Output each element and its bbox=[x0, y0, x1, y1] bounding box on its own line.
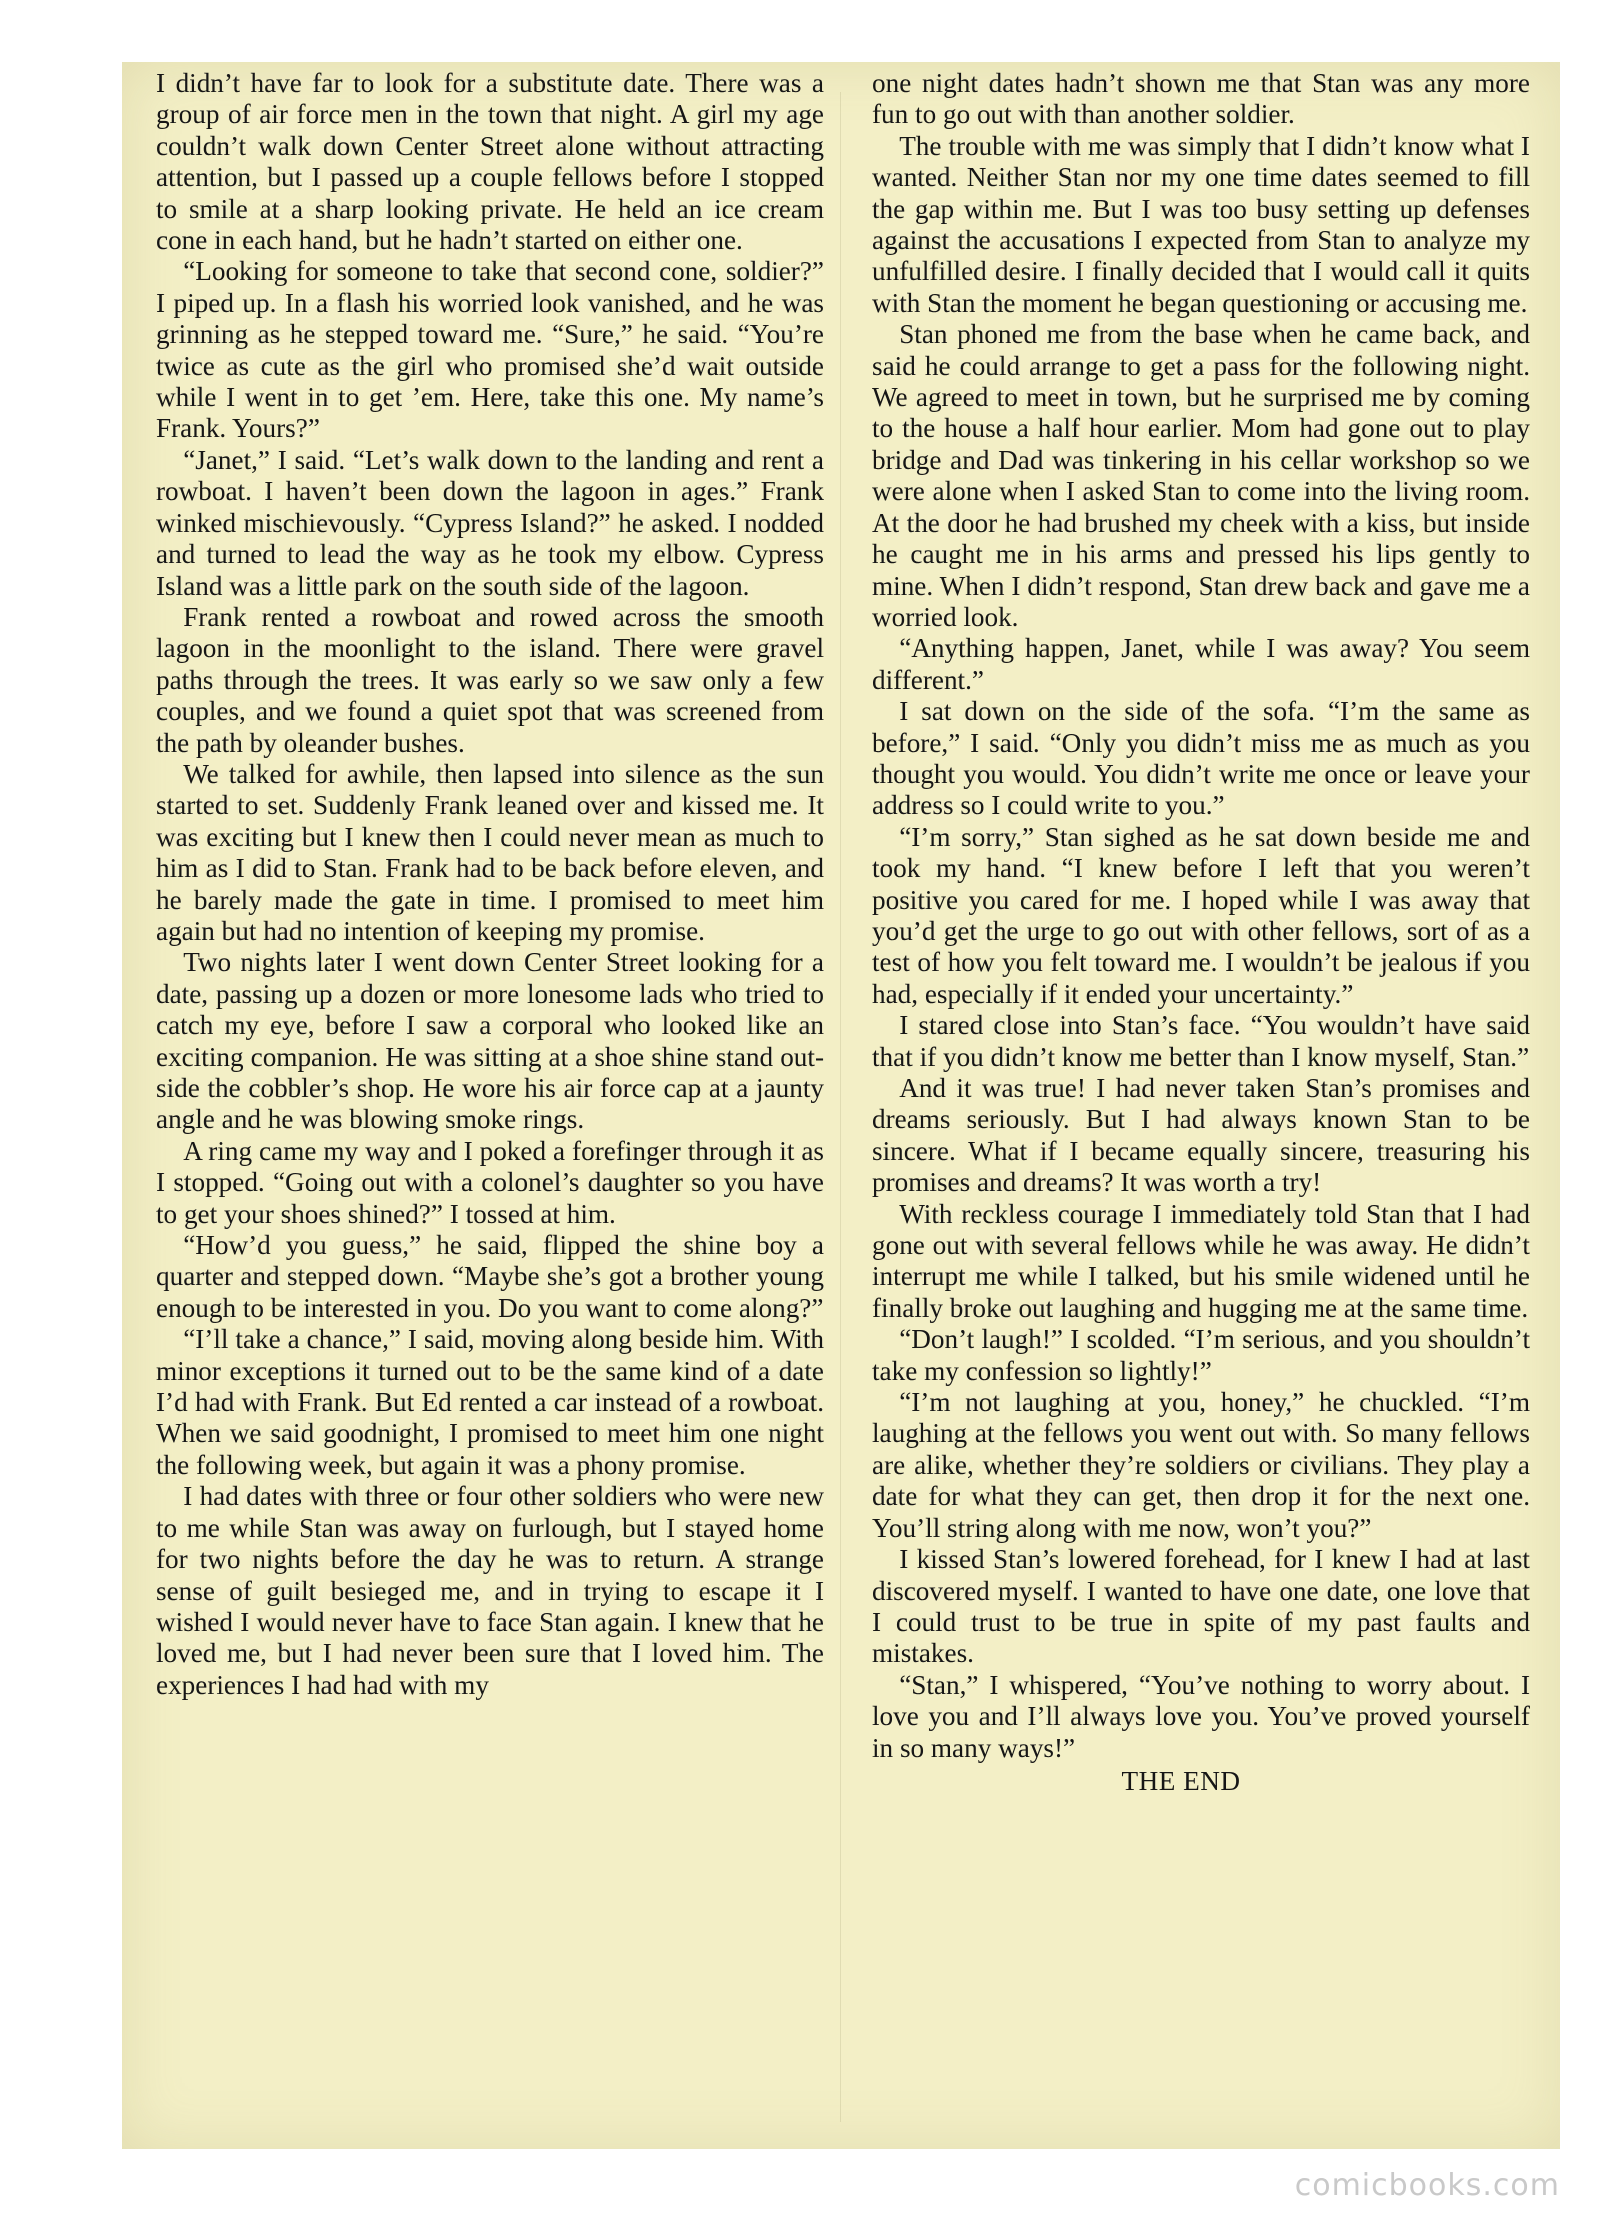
site-watermark: comicbooks.com bbox=[1294, 2168, 1560, 2203]
paragraph: one night dates hadn’t shown me that Stan was any more fun to go out with than another soldier. bbox=[872, 68, 1530, 130]
paragraph: We talked for awhile, then lapsed into silence as the sun started to set. Suddenly Frank leaned over and kissed me. It was exciting but I knew then I could never mean as much to him as I did to Stan. Frank had to be back before eleven, and he barely made the gate in time. I promised to meet him again but had no intention of keeping my promise. bbox=[156, 758, 824, 946]
paragraph: With reckless courage I immediately told Stan that I had gone out with several fellows while he was away. He didn’t interrupt me while I talked, but his smile widened until he finally broke out laughing and hugging me at the same time. bbox=[872, 1198, 1530, 1323]
paragraph: “Looking for someone to take that second cone, soldier?” I piped up. In a flash his worried look vanished, and he was grinning as he stepped toward me. “Sure,” he said. “You’re twice as cute as the girl who promised she’d wait outside while I went in to get ’em. Here, take this one. My name’s Frank. Yours?” bbox=[156, 256, 824, 444]
paragraph: “I’ll take a chance,” I said, moving along beside him. With minor exceptions it turned out to be the same kind of a date I’d had with Frank. But Ed rented a car instead of a rowboat. When we said goodnight, I promised to meet him one night the following week, but again it was a phony promise. bbox=[156, 1324, 824, 1480]
paragraph: “I’m sorry,” Stan sighed as he sat down beside me and took my hand. “I knew before I left that you weren’t positive you cared for me. I hoped while I was away that you’d get the urge to go out with other fellows, sort of as a test of how you felt toward me. I wouldn’t be jealous if you had, especially if it ended your uncertainty.” bbox=[872, 821, 1530, 1009]
paragraph: Two nights later I went down Center Street looking for a date, passing up a dozen or more lonesome lads who tried to catch my eye, before I saw a corporal who looked like an exciting companion. He was sitting at a shoe shine stand outside the cobbler’s shop. He wore his air force cap at a jaunty angle and he was blowing smoke rings. bbox=[156, 947, 824, 1135]
paragraph: “I’m not laughing at you, honey,” he chuckled. “I’m laughing at the fellows you went out with. So many fellows are alike, whether they’re soldiers or civilians. They play a date for what they can get, then drop it for the next one. You’ll string along with me now, won’t you?” bbox=[872, 1387, 1530, 1543]
paragraph: And it was true! I had never taken Stan’s promises and dreams seriously. But I had always known Stan to be sincere. What if I became equally sincere, treasuring his promises and dreams? It was worth a try! bbox=[872, 1073, 1530, 1198]
paragraph: “Anything happen, Janet, while I was away? You seem different.” bbox=[872, 633, 1530, 695]
paragraph: I kissed Stan’s lowered forehead, for I knew I had at last discovered myself. I wanted to have one date, one love that I could trust to be true in spite of my past faults and mistakes. bbox=[872, 1544, 1530, 1669]
paragraph: I didn’t have far to look for a substitute date. There was a group of air force men in the town that night. A girl my age couldn’t walk down Center Street alone without attracting attention, but I passed up a couple fellows before I stopped to smile at a sharp looking private. He held an ice cream cone in each hand, but he hadn’t started on either one. bbox=[156, 68, 824, 256]
the-end-label: THE END bbox=[1121, 1765, 1241, 1796]
story-page bbox=[122, 62, 1560, 2149]
paragraph: “How’d you guess,” he said, flipped the shine boy a quarter and stepped down. “Maybe she’s got a brother young enough to be interested in you. Do you want to come along?” bbox=[156, 1230, 824, 1323]
paragraph: “Stan,” I whispered, “You’ve nothing to worry about. I love you and I’ll always love you. You’ve proved yourself in so many ways!” bbox=[872, 1669, 1530, 1763]
paragraph: Frank rented a rowboat and rowed across the smooth lagoon in the moonlight to the island. There were gravel paths through the trees. It was early so we saw only a few couples, and we found a quiet spot that was screened from the path by oleander bushes. bbox=[156, 601, 824, 758]
column-divider bbox=[840, 92, 841, 2122]
left-column bbox=[156, 68, 824, 1701]
paragraph: I stared close into Stan’s face. “You wouldn’t have said that if you didn’t know me better than I know myself, Stan.” bbox=[872, 1010, 1530, 1072]
right-column bbox=[872, 68, 1530, 1797]
paragraph: The trouble with me was simply that I didn’t know what I wanted. Neither Stan nor my one time dates seemed to fill the gap within me. But I was too busy setting up defenses against the accusations I expected from Stan to analyze my unfulfilled desire. I finally decided that I would call it quits with Stan the moment he began questioning or accusing me. bbox=[872, 130, 1530, 318]
paragraph: “Janet,” I said. “Let’s walk down to the landing and rent a rowboat. I haven’t been down the lagoon in ages.” Frank winked mischievously. “Cypress Island?” he asked. I nodded and turned to lead the way as he took my elbow. Cypress Island was a little park on the south side of the lagoon. bbox=[156, 444, 824, 601]
paragraph: A ring came my way and I poked a forefinger through it as I stopped. “Going out with a colonel’s daughter so you have to get your shoes shined?” I tossed at him. bbox=[156, 1135, 824, 1229]
paragraph: I had dates with three or four other soldiers who were new to me while Stan was away on furlough, but I stayed home for two nights before the day he was to return. A strange sense of guilt besieged me, and in trying to escape it I wished I would never have to face Stan again. I knew that he loved me, but I had never been sure that I loved him. The experiences I had had with my bbox=[156, 1481, 824, 1700]
paragraph: Stan phoned me from the base when he came back, and said he could arrange to get a pass for the following night. We agreed to meet in town, but he surprised me by coming to the house a half hour earlier. Mom had gone out to play bridge and Dad was tinkering in his cellar workshop so we were alone when I asked Stan to come into the living room. At the door he had brushed my cheek with a kiss, but inside he caught me in his arms and pressed his lips gently to mine. When I didn’t respond, Stan drew back and gave me a worried look. bbox=[872, 319, 1530, 632]
paragraph: “Don’t laugh!” I scolded. “I’m serious, and you shouldn’t take my confession so lightly!” bbox=[872, 1324, 1530, 1386]
paragraph: I sat down on the side of the sofa. “I’m the same as before,” I said. “Only you didn’t miss me as much as you thought you would. You didn’t write me once or leave your address so I could write to you.” bbox=[872, 696, 1530, 821]
